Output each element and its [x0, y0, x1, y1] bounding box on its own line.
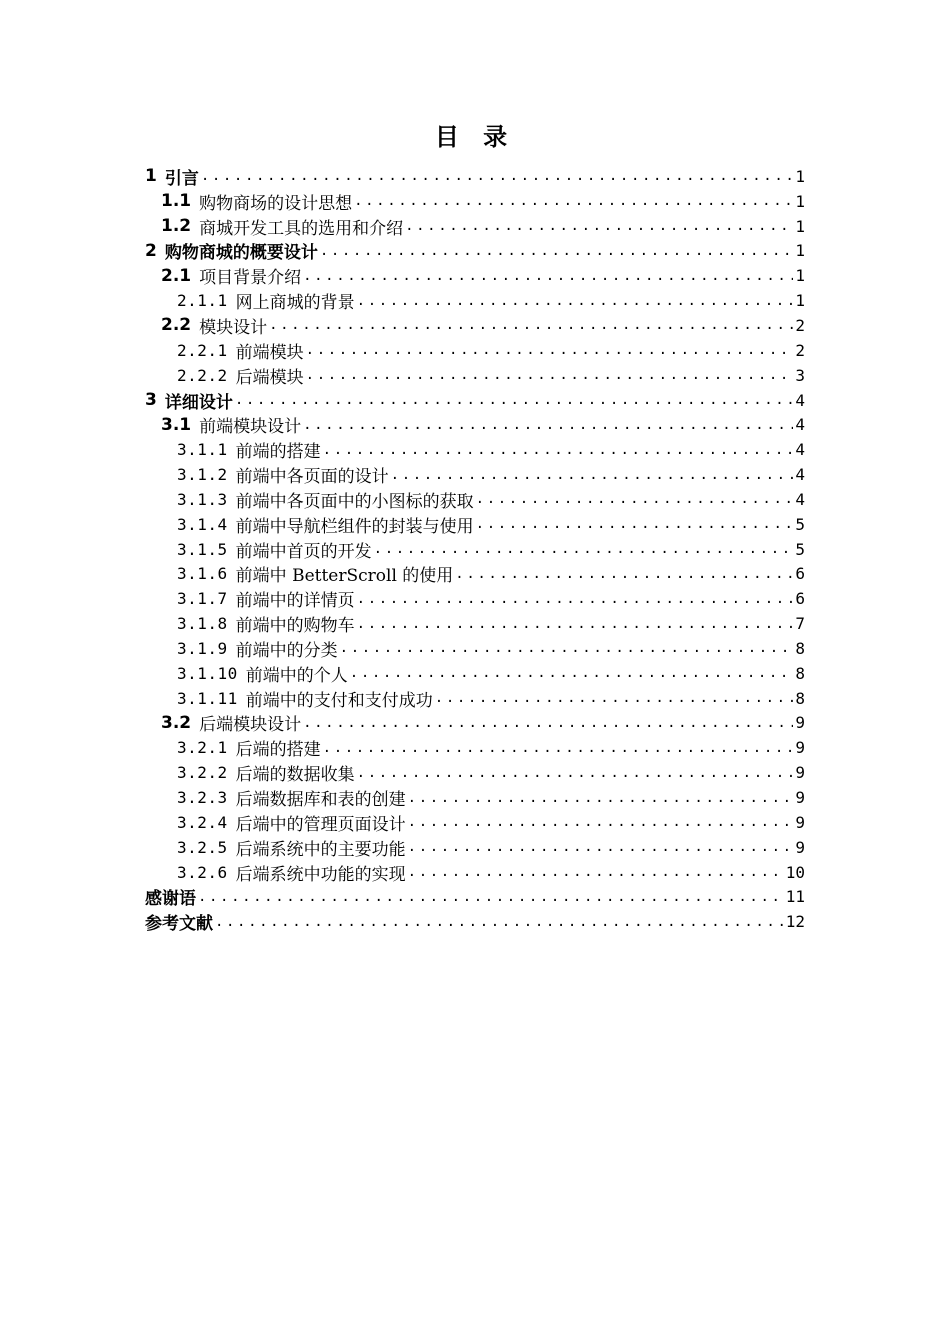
- toc-entry[interactable]: [0, 214, 950, 239]
- toc-entry-title: 前端中的个人: [245, 665, 348, 686]
- toc-entry-page: 1: [795, 216, 805, 236]
- toc-entry[interactable]: [0, 388, 950, 413]
- toc-entry-title: 前端中的支付和支付成功: [245, 690, 433, 711]
- toc-entry-number: 3.1.7: [177, 589, 228, 609]
- toc-entry-title: 项目背景介绍: [199, 268, 302, 289]
- toc-entry-title: 前端模块设计: [199, 417, 302, 438]
- toc-entry-number: 3.2.6: [177, 862, 228, 882]
- toc-entry-title: 前端中的购物车: [235, 616, 355, 637]
- toc-entry-number: 2.1.1: [177, 291, 228, 311]
- toc-entry-title: 商城开发工具的选用和介绍: [199, 218, 404, 239]
- toc-entry-page: 6: [795, 589, 805, 609]
- toc-entry[interactable]: [0, 437, 950, 462]
- toc-entry[interactable]: [0, 711, 950, 736]
- toc-entry[interactable]: [0, 363, 950, 388]
- toc-entry-page: 1: [795, 291, 805, 311]
- toc-entry-title: 购物商城的概要设计: [164, 243, 318, 264]
- toc-entry-title: 前端中各页面的设计: [235, 467, 389, 487]
- toc-entry[interactable]: [0, 164, 950, 189]
- toc-entry-number: 3.1.10: [177, 663, 238, 683]
- toc-entry-number: 3.1.11: [177, 688, 238, 708]
- toc-entry-page: 11: [785, 887, 805, 907]
- toc-entry-page: 9: [795, 763, 805, 783]
- toc-entry-number: 3.1.1: [177, 440, 228, 460]
- toc-entry[interactable]: [0, 462, 950, 487]
- toc-entry[interactable]: [0, 562, 950, 587]
- dot-leader: [269, 317, 793, 333]
- toc-entry-title: 参考文献: [145, 914, 213, 935]
- dot-leader: [320, 243, 794, 259]
- toc-entry-title: 前端中首页的开发: [235, 541, 372, 562]
- toc-entry-title: 后端中的管理页面设计: [235, 814, 406, 835]
- toc-entry-number: 3.2.4: [177, 812, 228, 832]
- toc-entry-page: 4: [795, 440, 805, 460]
- toc-entry[interactable]: [0, 785, 950, 810]
- dot-leader: [408, 839, 794, 855]
- toc-entry-title: 网上商城的背景: [235, 293, 355, 314]
- toc-list: [0, 164, 950, 934]
- toc-entry-number: 3.1.2: [177, 465, 228, 485]
- toc-entry-page: 4: [795, 465, 805, 485]
- toc-entry[interactable]: [0, 487, 950, 512]
- toc-entry-page: 10: [785, 862, 805, 882]
- toc-entry-page: 8: [795, 663, 805, 683]
- toc-entry-number: 3.1.8: [177, 614, 228, 634]
- dot-leader: [303, 268, 793, 284]
- toc-entry[interactable]: [0, 263, 950, 288]
- toc-entry-page: 2: [795, 315, 805, 335]
- dot-leader: [455, 566, 793, 582]
- toc-entry-page: 8: [795, 638, 805, 658]
- dot-leader: [357, 591, 794, 607]
- toc-entry-title: 前端中导航栏组件的封装与使用: [235, 516, 474, 537]
- toc-entry-page: 4: [795, 415, 805, 435]
- toc-entry[interactable]: [0, 412, 950, 437]
- toc-entry-title: 前端中各页面中的小图标的获取: [235, 491, 474, 512]
- dot-leader: [303, 417, 793, 433]
- toc-entry-page: 3: [795, 365, 805, 385]
- toc-entry-number: 2.2.2: [177, 365, 228, 385]
- toc-entry-number: 3.2.2: [177, 763, 228, 783]
- toc-entry-title: 后端系统中的主要功能: [235, 839, 406, 860]
- toc-entry-title: 详细设计: [164, 392, 233, 413]
- dot-leader: [306, 367, 794, 383]
- dot-leader: [340, 640, 794, 656]
- dot-leader: [408, 814, 794, 830]
- dot-leader: [354, 193, 793, 209]
- toc-entry-title: 前端模块: [235, 342, 304, 363]
- toc-entry-number: 2: [145, 240, 157, 261]
- toc-entry[interactable]: [0, 611, 950, 636]
- toc-entry-number: 3: [145, 390, 157, 411]
- toc-entry-number: 3.1.5: [177, 539, 228, 559]
- toc-entry-page: 7: [795, 614, 805, 634]
- toc-entry[interactable]: [0, 537, 950, 562]
- toc-entry-title: 后端模块设计: [199, 715, 302, 736]
- toc-entry-page: 9: [795, 812, 805, 832]
- toc-entry-number: 3.1.4: [177, 514, 228, 534]
- toc-entry-title: 前端中的分类: [235, 640, 338, 661]
- toc-entry-title: 感谢语: [145, 889, 196, 910]
- toc-entry[interactable]: [0, 686, 950, 711]
- toc-entry[interactable]: [0, 810, 950, 835]
- toc-entry-title: 后端模块: [235, 367, 304, 388]
- dot-leader: [235, 392, 794, 408]
- toc-entry-title: 模块设计: [199, 317, 268, 338]
- dot-leader: [350, 665, 794, 681]
- toc-entry[interactable]: [0, 586, 950, 611]
- toc-entry[interactable]: [0, 313, 950, 338]
- toc-entry-number: 3.2.3: [177, 788, 228, 808]
- toc-entry-title: 后端数据库和表的创建: [235, 790, 406, 810]
- toc-entry-page: 1: [795, 191, 805, 211]
- dot-leader: [476, 516, 794, 532]
- dot-leader: [201, 168, 794, 184]
- toc-entry[interactable]: [0, 735, 950, 760]
- dot-leader: [374, 541, 794, 557]
- toc-entry-number: 3.2: [161, 712, 192, 733]
- toc-entry-page: 4: [795, 489, 805, 509]
- toc-entry-page: 6: [795, 564, 805, 584]
- dot-leader: [391, 467, 794, 483]
- toc-entry-page: 9: [795, 713, 805, 733]
- dot-leader: [476, 491, 794, 507]
- toc-entry-number: 3.1.9: [177, 638, 228, 658]
- toc-entry-number: 3.1.3: [177, 489, 228, 509]
- toc-entry-page: 5: [795, 539, 805, 559]
- toc-entry-page: 5: [795, 514, 805, 534]
- toc-entry-number: 3.2.1: [177, 738, 228, 758]
- toc-entry[interactable]: [0, 909, 950, 934]
- toc-title: 目 录: [434, 123, 516, 151]
- dot-leader: [435, 690, 794, 706]
- toc-entry-page: 1: [795, 241, 805, 261]
- toc-entry[interactable]: [0, 860, 950, 885]
- toc-entry-title: 前端中的详情页: [235, 591, 355, 612]
- toc-entry[interactable]: [0, 288, 950, 313]
- toc-entry-page: 1: [795, 266, 805, 286]
- toc-entry[interactable]: [0, 661, 950, 686]
- toc-entry[interactable]: [0, 760, 950, 785]
- toc-entry-page: 2: [795, 340, 805, 360]
- toc-entry-number: 2.2: [161, 315, 192, 336]
- dot-leader: [215, 914, 784, 930]
- dot-leader: [323, 442, 794, 458]
- toc-entry-title: 前端的搭建: [235, 442, 321, 463]
- dot-leader: [323, 740, 794, 756]
- toc-entry-page: 12: [785, 912, 805, 932]
- dot-leader: [357, 293, 794, 309]
- toc-entry[interactable]: [0, 884, 950, 909]
- dot-leader: [306, 342, 794, 358]
- toc-entry-title: 后端的搭建: [235, 740, 321, 761]
- toc-entry-title: 引言: [164, 168, 199, 189]
- toc-entry-page: 1: [795, 166, 805, 186]
- toc-entry-title: 前端中 BetterScroll 的使用: [235, 566, 454, 587]
- dot-leader: [303, 715, 793, 731]
- toc-entry-page: 4: [795, 390, 805, 410]
- toc-entry[interactable]: [0, 636, 950, 661]
- toc-entry-number: 3.1: [161, 414, 192, 435]
- toc-entry[interactable]: [0, 239, 950, 264]
- dot-leader: [357, 765, 794, 781]
- toc-entry-number: 2.2.1: [177, 340, 228, 360]
- toc-entry[interactable]: [0, 338, 950, 363]
- toc-entry[interactable]: [0, 835, 950, 860]
- dot-leader: [405, 218, 793, 234]
- toc-entry-page: 9: [795, 738, 805, 758]
- toc-entry[interactable]: [0, 512, 950, 537]
- toc-entry-title: 购物商场的设计思想: [199, 193, 353, 214]
- toc-entry-number: 1: [145, 166, 157, 187]
- toc-entry-page: 8: [795, 688, 805, 708]
- toc-entry[interactable]: [0, 189, 950, 214]
- dot-leader: [357, 616, 794, 632]
- toc-entry-number: 1.2: [161, 216, 192, 237]
- toc-entry-title: 后端系统中功能的实现: [235, 864, 406, 885]
- dot-leader: [408, 864, 784, 880]
- toc-entry-page: 9: [795, 837, 805, 857]
- toc-entry-page: 9: [795, 788, 805, 808]
- toc-entry-title: 后端的数据收集: [235, 765, 355, 786]
- toc-entry-number: 2.1: [161, 265, 192, 286]
- toc-entry-number: 3.1.6: [177, 564, 228, 584]
- dot-leader: [198, 889, 784, 905]
- toc-entry-number: 3.2.5: [177, 837, 228, 857]
- toc-entry-number: 1.1: [161, 191, 192, 212]
- dot-leader: [408, 790, 794, 806]
